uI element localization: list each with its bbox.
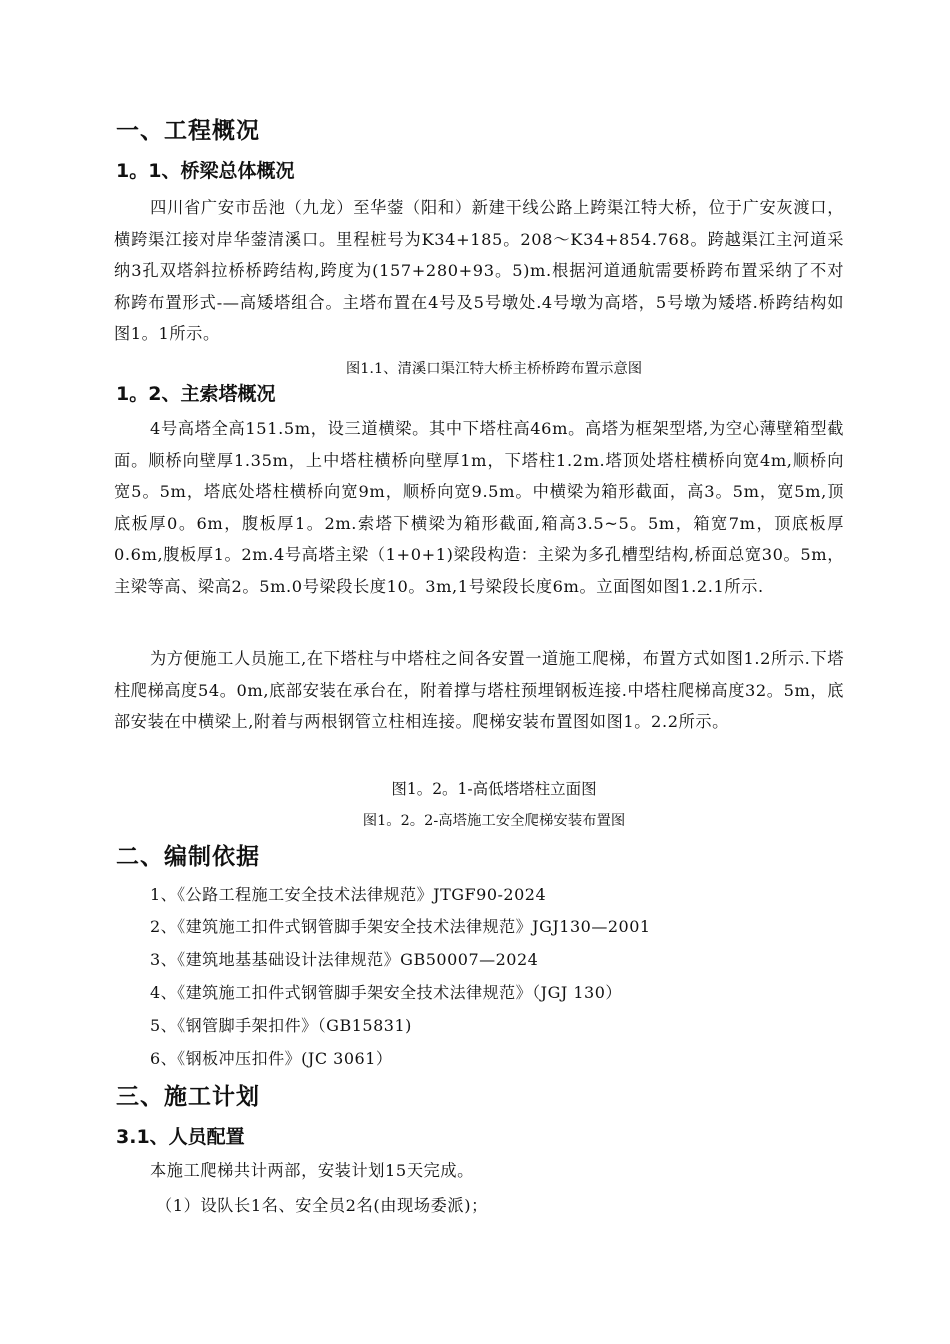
figure-1-2-1-caption: 图1。2。1-高低塔塔柱立面图 [391, 780, 597, 798]
reference-item-6: 6、《钢板冲压扣件》(JC 3061） [150, 1049, 393, 1068]
section-1-2-paragraph-2 [114, 643, 844, 738]
section-3-1-line-1: 本施工爬梯共计两部，安装计划15天完成。 [150, 1161, 474, 1180]
figure-1-1-caption: 图1.1、清溪口渠江特大桥主桥桥跨布置示意图 [345, 361, 643, 377]
section-2-heading: 二、编制依据 [116, 844, 260, 870]
reference-item-3: 3、《建筑地基基础设计法律规范》GB50007—2024 [150, 950, 539, 969]
section-1-2-heading: 1。2、主索塔概况 [116, 383, 276, 405]
section-1-2-paragraph-1 [114, 413, 844, 603]
reference-item-5: 5、《钢管脚手架扣件》（GB15831) [150, 1016, 412, 1035]
section-1-2-paragraph-1-text: 4号高塔全高151.5m，设三道横梁。其中下塔柱高46m。高塔为框架型塔,为空心薄壁箱型截面。顺桥向壁厚1.35m，上中塔柱横桥向壁厚1m，下塔柱1.2m.塔顶处塔柱横桥向宽4m,顺桥向宽5。5m，塔底处塔柱横桥向宽9m，顺桥向宽9.5m。中横梁为箱形截面，高3。5m，宽5m,顶底板厚0。6m，腹板厚1。2m.索塔下横梁为箱形截面,箱高3.5~5。5m，箱宽7m，顶底板厚0.6m,腹板厚1。2m.4号高塔主梁（1+0+1)梁段构造：主梁为多孔槽型结构,桥面总宽30。5m，主梁等高、梁高2。5m.0号梁段长度10。3m,1号梁段长度6m。立面图如图1.2.1所示. [114, 419, 844, 596]
reference-item-4: 4、《建筑施工扣件式钢管脚手架安全技术法律规范》（JGJ 130） [150, 983, 622, 1002]
section-3-heading: 三、施工计划 [116, 1084, 260, 1110]
section-1-heading: 一、工程概况 [116, 118, 260, 144]
section-1-1-paragraph-text: 四川省广安市岳池（九龙）至华蓥（阳和）新建干线公路上跨渠江特大桥，位于广安灰渡口，横跨渠江接对岸华蓥清溪口。里程桩号为K34+185。208～K34+854.768。跨越渠江主河道采纳3孔双塔斜拉桥桥跨结构,跨度为(157+280+93。5)m.根据河道通航需要桥跨布置采纳了不对称跨布置形式-—高矮塔组合。主塔布置在4号及5号墩处.4号墩为高塔，5号墩为矮塔.桥跨结构如图1。1所示。 [114, 198, 844, 344]
section-3-1-heading: 3.1、人员配置 [116, 1126, 245, 1148]
reference-item-1: 1、《公路工程施工安全技术法律规范》JTGF90-2024 [150, 885, 547, 904]
section-1-2-paragraph-2-text: 为方便施工人员施工,在下塔柱与中塔柱之间各安置一道施工爬梯，布置方式如图1.2所示.下塔柱爬梯高度54。0m,底部安装在承台在，附着撑与塔柱预埋钢板连接.中塔柱爬梯高度32。5m，底部安装在中横梁上,附着与两根钢管立柱相连接。爬梯安装布置图如图1。2.2所示。 [114, 649, 844, 732]
reference-item-2: 2、《建筑施工扣件式钢管脚手架安全技术法律规范》JGJ130—2001 [150, 917, 651, 936]
section-1-1-heading: 1。1、桥梁总体概况 [116, 160, 295, 182]
section-1-1-paragraph [114, 192, 844, 350]
section-3-1-line-2: （1）设队长1名、安全员2名(由现场委派)； [156, 1196, 488, 1215]
figure-1-2-2-caption: 图1。2。2-高塔施工安全爬梯安装布置图 [362, 813, 626, 829]
